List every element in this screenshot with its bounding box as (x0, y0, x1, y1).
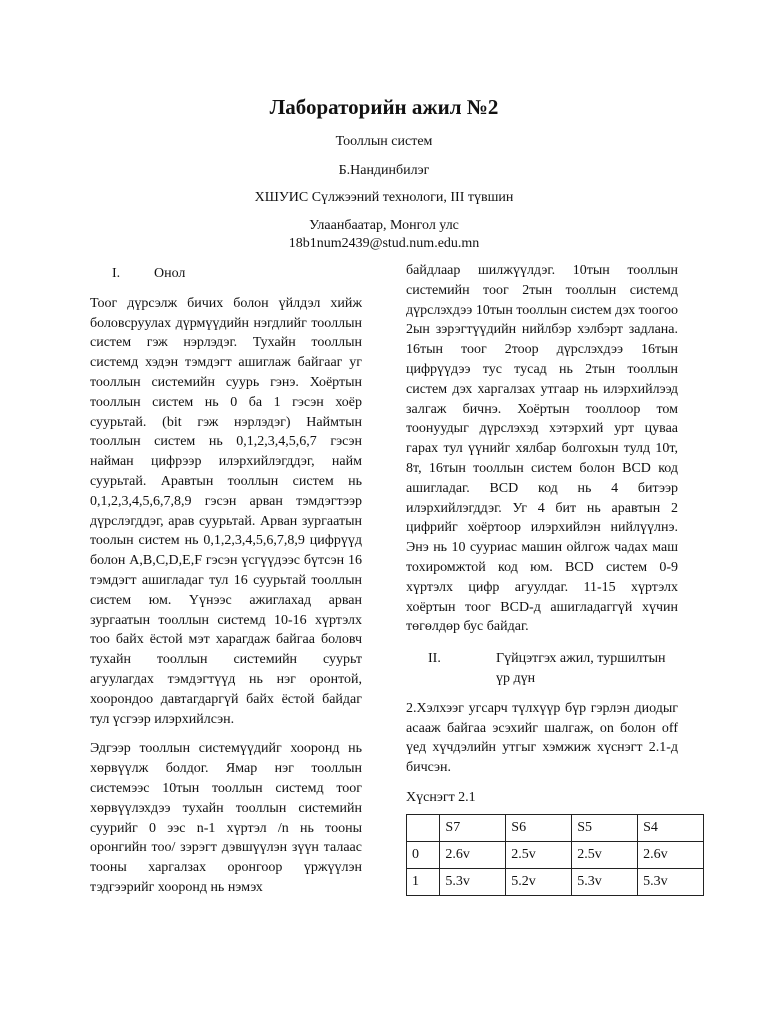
section-number: I. (112, 266, 121, 281)
table-cell (407, 814, 440, 841)
table-cell: 5.3v (638, 868, 704, 895)
table-row (407, 841, 704, 868)
table-cell: S5 (572, 814, 638, 841)
author-affiliation: ХШУИС Сүлжээний технологи, III түвшин (254, 190, 514, 205)
table-cell: S7 (440, 814, 506, 841)
left-column (90, 264, 362, 898)
right-column (406, 261, 678, 896)
author-name: Б.Нандинбилэг (338, 163, 430, 178)
table-caption: Хүснэгт 2.1 (406, 789, 476, 805)
section-2-heading (406, 649, 678, 689)
table-cell: 5.3v (572, 868, 638, 895)
table-cell: 2.6v (440, 841, 506, 868)
author-location: Улаанбаатар, Монгол улс (309, 218, 459, 233)
section-1-heading (90, 264, 362, 284)
theory-paragraph-2: Эдгээр тооллын системүүдийг хооронд нь хөрвүүлж болдог. Ямар нэг тооллын системээс 10тын тооллын системд тоог хөрвүүлэхдээ тухайн тооллын системийн суурийг 0 ээс n-1 хүртэл /n нь тооны оронгийн тоо/ зэрэгт дэвшүүлэн зүүн талаас тооны харгалзах оронгоор үржүүлэн тэдгээрийг хооронд нь нэмэх (90, 741, 362, 895)
author-email: 18b1num2439@stud.num.edu.mn (288, 236, 480, 251)
table-cell: 2.5v (506, 841, 572, 868)
section-title: Гүйцэтгэх ажил, туршилтын үр дүн (496, 651, 666, 686)
table-cell: 5.3v (440, 868, 506, 895)
table-row (407, 868, 704, 895)
document-subtitle: Тооллын систем (335, 134, 433, 149)
table-cell: 0 (407, 841, 440, 868)
table-cell: 2.5v (572, 841, 638, 868)
experiment-paragraph: 2.Хэлхээг угсарч түлхүүр бүр гэрлэн диодыг асааж байгаа эсэхийг шалгаж, on болон off үед хүчдэлийн утгыг хэмжиж хүснэгт 2.1-д бичсэн. (406, 700, 678, 776)
table-cell: 5.2v (506, 868, 572, 895)
document-title: Лабораторийн ажил №2 (269, 95, 499, 119)
table-cell: 1 (407, 868, 440, 895)
voltage-table (406, 814, 704, 896)
section-number: II. (428, 651, 441, 667)
table-cell: S4 (638, 814, 704, 841)
theory-paragraph-1: Тоог дүрсэлж бичих болон үйлдэл хийж боловсруулах дүрмүүдийн нэгдлийг тооллын систем гэж нэрлэдэг. Тухайн тооллын системд хэдэн тэмдэгт ашиглаж байгааг уг тооллын системийн суурь гэнэ. Хоёртын тооллын систем нь 0 ба 1 гэсэн хоёр суурьтай. (bit гэж нэрлэдэг) Наймтын тооллын систем нь 0,1,2,3,4,5,6,7 гэсэн найман цифрээр илэрхийлэгддэг, найм суурьтай. Аравтын тооллын систем нь 0,1,2,3,4,5,6,7,8,9 гэсэн арван тэмдэгтээр дүрслэгддэг, арав суурьтай. Арван зургаатын тоолын систем нь 0,1,2,3,4,5,6,7,8,9 цифрүүд болон A,B,C,D,E,F гэсэн үсгүүдээс бүтсэн 16 тэмдэгт ашигладаг тул 16 суурьтай тооллын систем юм. Үүнээс ажиглахад арван зургаатын тооллын системд 10-16 хүртэлх тоо байх ёстой мэт харагдаж байгаа боловч тухайн тооллын системийн суурьт агуулагдах тэмдэгтүүд нь нэг оронтой, хоорондоо давтагдаргүй байх ёстой байдаг тул үсгээр илэрхийлсэн. (90, 295, 362, 727)
table-cell: S6 (506, 814, 572, 841)
table-header-row (407, 814, 704, 841)
theory-paragraph-continued: байдлаар шилжүүлдэг. 10тын тооллын системийн тоог 2тын тооллын системд дүрслэхдээ 10тын тооллын систем дэх тоогоо 2ын зэрэгтүүдийн нийлбэр хэлбэрт задлана. 16тын тоог 2тоор дүрслэхдээ 16тын цифрүүдээ тус тусад нь 2тын тооллын систем дэх харгалзах утгаар нь илэрхийлээд залгаж бичнэ. Хоёртын тооллоор том тоонуудыг дүрслэхэд хэтэрхий урт цуваа гарах тул үүнийг хялбар болгохын тулд 10т, 8т, 16тын тооллын систем болон BCD код ашигладаг. BCD код нь 4 битээр илэрхийлэгддэг. Уг 4 бит нь аравтын 2 цифрийг хоёртоор илэрхийлэн нийлүүлнэ. Энэ нь 10 сууриас машин ойлгож чадах маш тохиромжтой код юм. BCD систем 0-9 хүртэлх цифр агуулдаг. 11-15 хүртэлх хоёртын тоог BCD-д ашигладаггүй хүчин төгөлдөр бус байдаг. (406, 263, 678, 635)
section-title: Онол (154, 266, 186, 281)
table-cell: 2.6v (638, 841, 704, 868)
